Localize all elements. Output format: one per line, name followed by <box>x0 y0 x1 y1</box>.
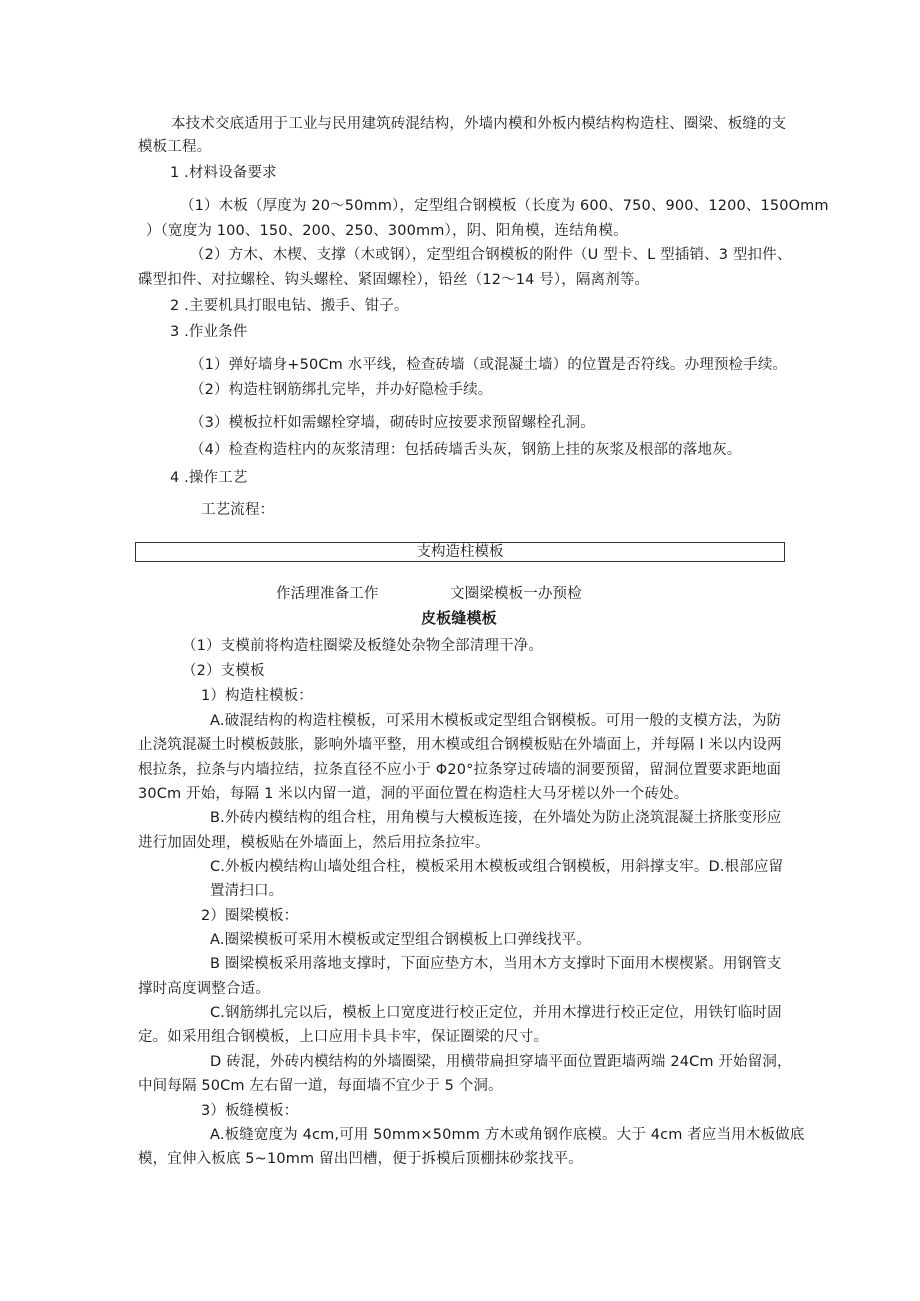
flow-label: 工艺流程： <box>201 502 275 518</box>
ring-d-line-1: D 砖混，外砖内模结构的外墙圈梁，用横带扁担穿墙平面位置距墙两端 24Cm 开始留洞， <box>210 1054 792 1070</box>
para-2: （2）支模板 <box>182 663 265 679</box>
sub-heading-1: 1）构造柱模板： <box>201 688 313 704</box>
section-1-title: 1 .材料设备要求 <box>170 165 277 181</box>
seam-a-line-2: 模，宜伸入板底 5~10mm 留出凹槽，便于拆模后顶棚抹砂浆找平。 <box>138 1151 583 1167</box>
a-line-2: 止浇筑混凝土时模板鼓胀，影响外墙平整，用木模或组合钢模板贴在外墙面上，并每隔 l 米以内设两 <box>138 737 782 753</box>
sub-heading-2: 2）圈梁模板： <box>201 908 299 924</box>
section-2-title: 2 .主要机具打眼电钻、搬手、钳子。 <box>170 298 409 314</box>
ring-c-line-1: C.钢筋绑扎完以后，模板上口宽度进行校正定位，并用木撑进行校正定位，用铁钉临时固 <box>210 1005 782 1021</box>
c-line-1: C.外板内模结构山墙处组合柱，模板采用木模板或组合钢模板，用斜撑支牢。D.根部应留 <box>210 859 784 875</box>
section-1-item-2-line-2: 碟型扣件、对拉螺栓、钩头螺栓、紧固螺栓），铅丝（12～14 号），隔离剂等。 <box>138 272 650 288</box>
ring-b-line-1: B 圈梁模板采用落地支撑时，下面应垫方木，当用木方支撑时下面用木楔楔紧。用钢管支 <box>210 956 782 972</box>
flow-box-label: 支构造柱模板 <box>416 544 504 560</box>
intro-line-2: 模板工程。 <box>138 139 212 155</box>
a-line-1: A.破混结构的构造柱模板，可采用木模板或定型组合钢模板。可用一般的支模方法，为防 <box>210 713 782 729</box>
para-1: （1）支模前将构造柱圈梁及板缝处杂物全部清理干净。 <box>182 638 543 654</box>
flow-step-left: 作活理准备工作 <box>276 586 379 602</box>
section-3-item-1: （1）弹好墙身+50Cm 水平线，检查砖墙（或混凝土墙）的位置是否符线。办理预检手续。 <box>190 357 788 373</box>
ring-c-line-2: 定。如采用组合钢模板，上口应用卡具卡牢，保证圈梁的尺寸。 <box>138 1029 549 1045</box>
section-3-item-3: （3）模板拉杆如需螺栓穿墙，砌砖时应按要求预留螺栓孔洞。 <box>190 415 595 431</box>
section-1-item-2-line-1: （2）方木、木楔、支撑（木或钢），定型组合钢模板的附件（U 型卡、L 型插销、3 型扣件、 <box>190 247 792 263</box>
a-line-4: 30Cm 开始，每隔 1 米以内留一道，洞的平面位置在构造柱大马牙槎以外一个砖处。 <box>138 786 689 802</box>
ring-b-line-2: 撑时高度调整合适。 <box>138 981 270 997</box>
section-1-item-1-line-2: ）（宽度为 100、150、200、250、300mm），阴、阳角模，连结角模。 <box>146 223 628 239</box>
seam-a-line-1: A.板缝宽度为 4cm,可用 50mm×50mm 方木或角钢作底模。大于 4cm 者应当用木板做底 <box>210 1127 805 1143</box>
sub-heading-3: 3）板缝模板： <box>201 1103 299 1119</box>
section-1-item-1-line-1: （1）木板（厚度为 20～50mm），定型组合钢模板（长度为 600、750、900、1200、150Omm <box>180 198 829 214</box>
ring-a: A.圈梁模板可采用木模板或定型组合钢模板上口弹线找平。 <box>210 932 591 948</box>
section-3-title: 3 .作业条件 <box>170 324 248 340</box>
section-3-item-4: （4）检查构造柱内的灰浆清理：包括砖墙舌头灰，钢筋上挂的灰浆及根部的落地灰。 <box>190 442 742 458</box>
b-line-1: B.外砖内模结构的组合柱，用角模与大模板连接，在外墙处为防止浇筑混凝土挤胀变形应 <box>210 810 782 826</box>
flow-step-center: 皮板缝模板 <box>421 609 497 627</box>
section-3-item-2: （2）构造柱钢筋绑扎完毕，并办好隐检手续。 <box>190 382 493 398</box>
ring-d-line-2: 中间每隔 50Cm 左右留一道，每面墙不宜少于 5 个洞。 <box>138 1078 503 1094</box>
flow-step-right: 文圈梁模板一办预检 <box>450 586 582 602</box>
c-line-2: 置清扫口。 <box>210 883 284 899</box>
section-4-title: 4 .操作工艺 <box>170 470 248 486</box>
flow-box <box>135 542 785 562</box>
intro-line-1: 本技术交底适用于工业与民用建筑砖混结构，外墙内模和外板内模结构构造柱、圈梁、板缝的支 <box>171 116 787 132</box>
b-line-2: 进行加固处理，模板贴在外墙面上，然后用拉条拉牢。 <box>138 835 490 851</box>
a-line-3: 根拉条，拉条与内墙拉结，拉条直径不应小于 Φ20°拉条穿过砖墙的洞要预留，留洞位置要求距地面 <box>138 762 782 778</box>
